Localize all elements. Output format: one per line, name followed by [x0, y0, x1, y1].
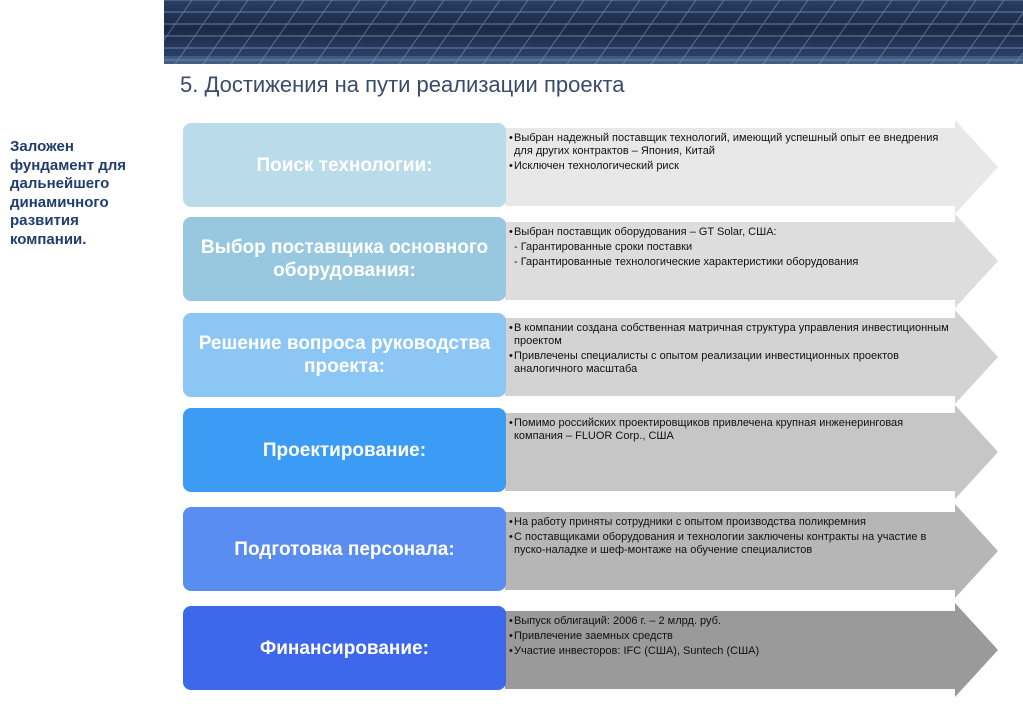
bullet-dot-icon: • — [509, 160, 513, 172]
bullet-text: Помимо российских проектировщиков привлечена крупная инженеринговая компания – FLUOR Corp., США — [514, 417, 904, 442]
bullet-item — [509, 615, 954, 628]
sub-bullet-item — [509, 241, 954, 254]
bullet-item — [509, 417, 954, 443]
bullet-item — [509, 160, 954, 173]
bullet-dot-icon: • — [509, 132, 513, 144]
bullet-item — [509, 350, 954, 376]
bullet-item — [509, 531, 954, 557]
bullet-item — [509, 645, 954, 658]
achievement-row — [0, 120, 1023, 216]
bullet-dot-icon: • — [509, 516, 513, 528]
achievement-row — [0, 214, 1023, 310]
row-bullets — [509, 132, 954, 175]
bullet-dot-icon: • — [509, 226, 513, 238]
row-label: Финансирование: — [183, 606, 506, 690]
bullet-dot-icon: • — [509, 350, 513, 362]
bullet-item — [509, 322, 954, 348]
bullet-text: Выбран надежный поставщик технологий, имеющий успешный опыт ее внедрения для других контрактов – Япония, Китай — [514, 132, 939, 157]
row-bullets — [509, 615, 954, 660]
bullet-dot-icon: • — [509, 615, 513, 627]
bullet-text: Привлечение заемных средств — [514, 630, 673, 642]
bullet-item — [509, 630, 954, 643]
bullet-text: В компании создана собственная матричная структура управления инвестиционным проектом — [514, 322, 949, 347]
side-note: Заложен фундамент для дальнейшего динамичного развития компании. — [10, 138, 127, 248]
row-label: Поиск технологии: — [183, 123, 506, 207]
bullet-text: На работу приняты сотрудники с опытом производства поликремния — [514, 516, 867, 528]
sub-bullet-item — [509, 256, 954, 269]
bullet-dot-icon: • — [509, 531, 513, 543]
page-title: 5. Достижения на пути реализации проекта — [180, 72, 625, 97]
bullet-text: Привлечены специалисты с опытом реализации инвестиционных проектов аналогичного масштаба — [514, 350, 899, 375]
bullet-dot-icon: • — [509, 645, 513, 657]
row-bullets — [509, 417, 954, 445]
bullet-item — [509, 132, 954, 158]
bullet-dot-icon: • — [509, 630, 513, 642]
row-bullets — [509, 322, 954, 378]
bullet-item — [509, 226, 954, 239]
row-label: Решение вопроса руководства проекта: — [183, 313, 506, 397]
bullet-item — [509, 516, 954, 529]
bullet-dot-icon: • — [509, 417, 513, 429]
bullet-text: Выпуск облигаций: 2006 г. – 2 млрд. руб. — [514, 615, 722, 627]
bullet-text: С поставщиками оборудования и технологии заключены контракты на участие в пуско-наладке и шеф-монтаже на обучение специалистов — [514, 531, 927, 556]
solar-panel-image — [164, 0, 1023, 64]
row-label: Подготовка персонала: — [183, 507, 506, 591]
row-label: Выбор поставщика основного оборудования: — [183, 217, 506, 301]
bullet-text: - Гарантированные технологические характеристики оборудования — [514, 256, 859, 268]
bullet-text: Участие инвесторов: IFC (США), Suntech (США) — [514, 645, 760, 657]
achievement-row — [0, 405, 1023, 501]
bullet-dot-icon: • — [509, 322, 513, 334]
bullet-text: Выбран поставщик оборудования – GT Solar, США: — [514, 226, 777, 238]
bullet-text: Исключен технологический риск — [514, 160, 679, 172]
row-label: Проектирование: — [183, 408, 506, 492]
row-bullets — [509, 516, 954, 559]
solar-panel-banner — [164, 0, 1023, 64]
achievement-row — [0, 310, 1023, 406]
bullet-text: - Гарантированные сроки поставки — [514, 241, 693, 253]
achievement-row — [0, 603, 1023, 699]
row-bullets — [509, 226, 954, 271]
achievement-row — [0, 504, 1023, 600]
